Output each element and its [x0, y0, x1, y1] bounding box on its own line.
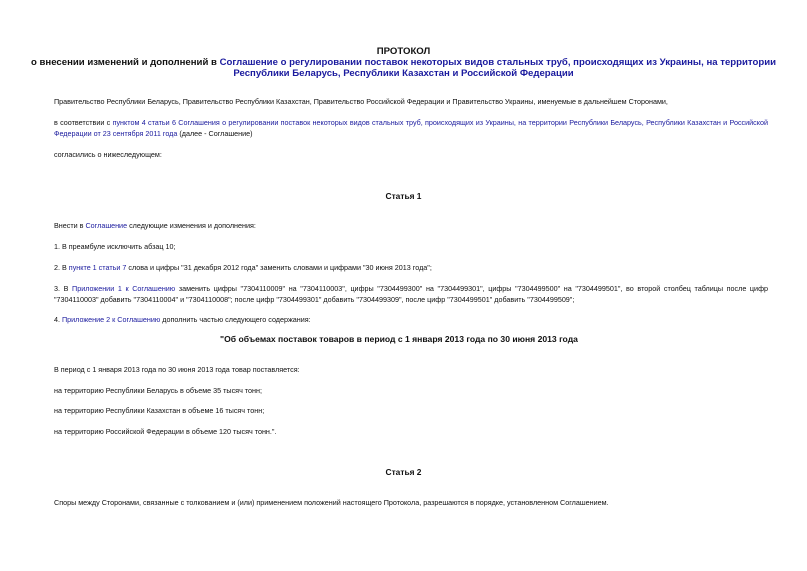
quoted-paragraph-kazakhstan: на территорию Республики Казахстан в объеме 16 тысяч тонн; — [54, 406, 265, 415]
subtitle-prefix: о внесении изменений и дополнений в — [31, 57, 220, 68]
agreement-link[interactable]: Соглашение о регулировании поставок некоторых видов стальных труб, происходящих из Украины, на территории — [219, 57, 776, 68]
quoted-paragraph-belarus: на территорию Республики Беларусь в объеме 35 тысяч тонн; — [54, 386, 262, 395]
article-1-item-1: 1. В преамбуле исключить абзац 10; — [54, 242, 176, 251]
document-subtitle-line1 — [0, 57, 807, 68]
article-1-item-4 — [54, 315, 311, 326]
annex-1-link[interactable]: Приложении 1 к Соглашению — [72, 284, 176, 293]
annex-2-link[interactable]: Приложение 2 к Соглашению — [62, 315, 161, 324]
lead-prefix: Внести в — [54, 221, 86, 230]
agreement-full-link[interactable]: Соглашения о регулировании поставок некоторых видов стальных труб, происходящих из Украины, на территории Республики Беларусь, Республики Казахстан и Российской Федерации от 23 сентября 2011 года — [54, 118, 768, 138]
quoted-section-heading: "Об объемах поставок товаров в период с 1 января 2013 года по 30 июня 2013 года — [220, 334, 578, 344]
article-1-item-2 — [54, 263, 432, 274]
item-3-prefix: 3. В — [54, 284, 73, 293]
lead-suffix: следующие изменения и дополнения: — [127, 221, 256, 230]
item-3-suffix: заменить цифры "7304110009" на "7304110003", цифры "7304499300" на "7304499301", цифры "7304499500" на "7304499501", во второй столбец таблицы после цифр "7304110003" добавить "7304110004" и "7304110008"; после цифр "7304499301" добавить "7304499309", после цифр "7304499501" добавить "7304499509"; — [54, 284, 768, 304]
agreement-link-cont[interactable]: Республики Беларусь, Республики Казахстан и Российской Федерации — [233, 68, 574, 79]
item-4-suffix: дополнить частью следующего содержания: — [160, 315, 311, 324]
article-2-text: Споры между Сторонами, связанные с толкованием и (или) применением положений настоящего Протокола, разрешаются в порядке, установленном Соглашением. — [54, 498, 609, 507]
intro-paragraph-parties: Правительство Республики Беларусь, Правительство Республики Казахстан, Правительство Российской Федерации и Правительство Украины, именуемые в дальнейшем Сторонами, — [54, 97, 668, 106]
item-2-suffix: слова и цифры "31 декабря 2012 года" заменить словами и цифрами "30 июня 2013 года"; — [126, 263, 432, 272]
article-1-heading: Статья 1 — [385, 191, 422, 201]
basis-suffix: (далее - Соглашение) — [177, 128, 253, 138]
intro-paragraph-basis — [54, 118, 768, 139]
agreement-link-lead[interactable]: Соглашение — [85, 221, 128, 230]
article-2-heading: Статья 2 — [385, 467, 422, 477]
article-1-lead — [54, 221, 256, 232]
article-1-item-3 — [54, 284, 768, 305]
document-title: ПРОТОКОЛ — [376, 46, 431, 57]
quoted-paragraph-period: В период с 1 января 2013 года по 30 июня 2013 года товар поставляется: — [54, 365, 300, 374]
intro-paragraph-agreed: согласились о нижеследующем: — [54, 150, 162, 159]
item-4-prefix: 4. — [54, 315, 62, 324]
quoted-paragraph-russia: на территорию Российской Федерации в объеме 120 тысяч тонн.". — [54, 427, 277, 436]
article-7-point-1-link[interactable]: пункте 1 статьи 7 — [68, 263, 127, 272]
document-subtitle-line2 — [0, 68, 807, 79]
basis-prefix: в соответствии с — [54, 118, 113, 127]
article-6-point-4-link[interactable]: пунктом 4 статьи 6 — [112, 118, 176, 127]
item-2-prefix: 2. В — [54, 263, 69, 272]
